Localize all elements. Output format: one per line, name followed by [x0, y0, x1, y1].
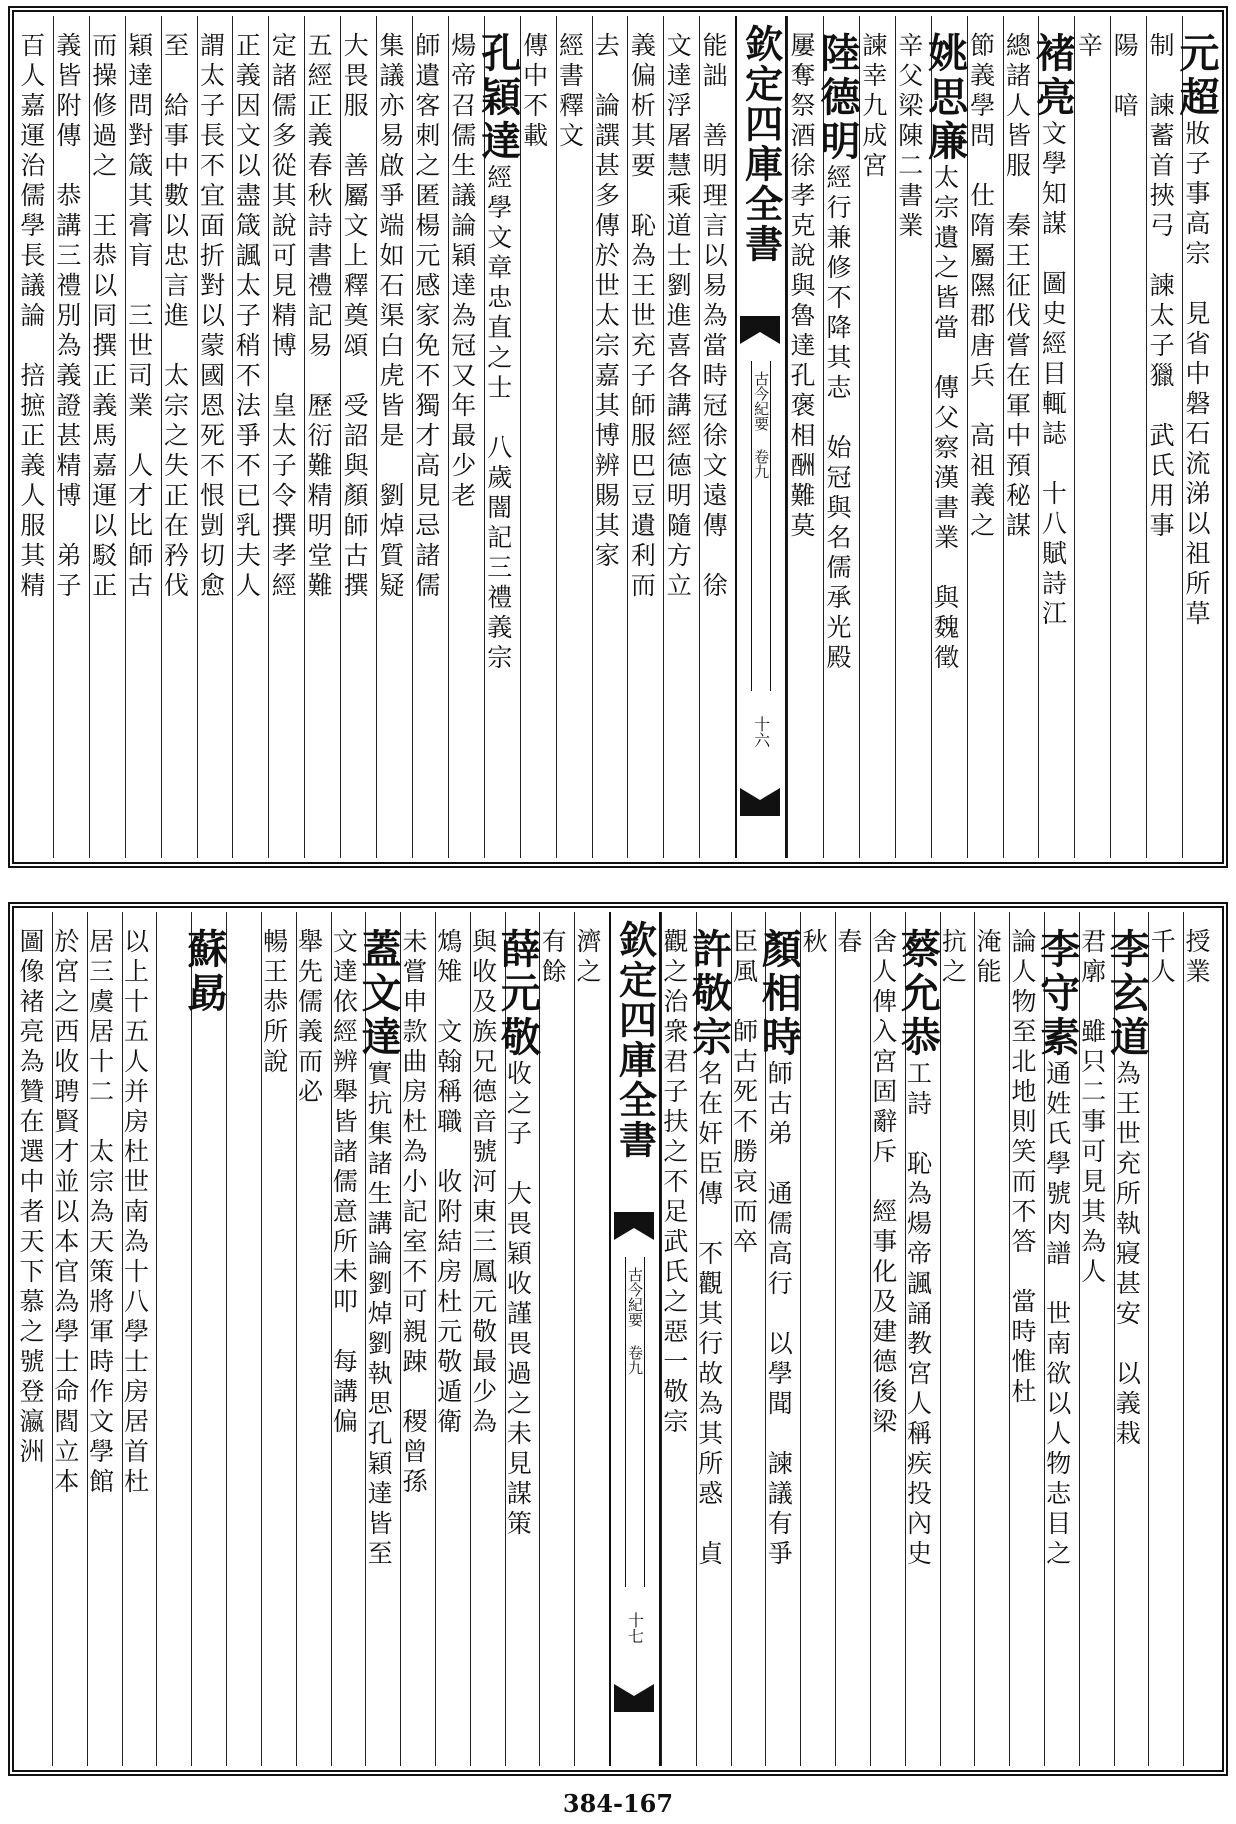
fishtail-mark-icon	[614, 1672, 654, 1712]
column-text	[47, 928, 83, 1758]
column-text	[969, 928, 1005, 1758]
column-text	[1178, 928, 1214, 1758]
column-text	[1142, 32, 1178, 850]
column-body: 論人物至北地則笑而不答 當時惟杜	[1007, 928, 1037, 1408]
column-text	[1103, 928, 1151, 1758]
person-name: 陸德明	[813, 32, 861, 164]
text-column	[122, 912, 157, 1766]
column-text	[300, 32, 336, 850]
text-column	[125, 16, 161, 858]
column-body: 去 論譔甚多傳於世太宗嘉其博辨賜其家	[591, 32, 621, 572]
column-body: 陽 喑	[1110, 32, 1140, 122]
column-body: 通姓氏學號肉譜 世南欲以人物志目之	[1042, 1060, 1072, 1570]
column-body: 集議亦易啟爭端如石渠白虎皆是 劉焯質疑	[375, 32, 405, 602]
column-body: 秋	[799, 928, 829, 958]
text-column	[296, 912, 331, 1766]
column-body: 總諸人皆服 秦王征伐嘗在軍中預秘謀	[1002, 32, 1032, 542]
page-number: 384-167	[562, 1789, 674, 1818]
fold-title: 欽定四庫全書	[612, 920, 658, 1160]
column-text	[12, 928, 48, 1758]
text-column	[53, 16, 89, 858]
text-column	[400, 912, 435, 1766]
column-body: 辛父梁陳二書業	[894, 32, 924, 242]
column-body: 傳中不載	[519, 32, 549, 152]
text-column	[940, 912, 975, 1766]
column-body: 能詘 善明理言以易為當時冠徐文遠傳 徐	[699, 32, 729, 602]
column-body: 舍人俾入宮固辭斥 經事化及建德後梁	[868, 928, 898, 1438]
text-column	[52, 912, 87, 1766]
column-text	[755, 928, 803, 1758]
column-text	[291, 928, 327, 1758]
text-column	[470, 912, 505, 1766]
text-column	[181, 912, 229, 1766]
column-body: 抗之	[938, 928, 968, 988]
column-body: 至 給事中數以忠言進 太宗之失正在矜伐	[160, 32, 190, 602]
fishtail-mark-icon	[740, 776, 780, 816]
text-column	[474, 16, 522, 858]
column-text	[894, 928, 942, 1758]
column-text	[85, 32, 121, 850]
column-body: 文達浮屠慧乘道士劉進喜各講經德明隨方立	[663, 32, 693, 602]
column-text	[256, 928, 292, 1758]
text-column	[592, 16, 628, 858]
column-text	[1173, 32, 1220, 850]
text-column	[197, 16, 233, 858]
fold-page-number: 十六	[751, 716, 771, 748]
column-body: 五經正義春秋詩書禮記易 歷衍難精明堂難	[304, 32, 334, 602]
text-column	[494, 912, 542, 1766]
text-column	[1029, 16, 1077, 858]
text-column	[556, 16, 592, 858]
text-column	[1148, 912, 1183, 1766]
column-text	[474, 32, 522, 850]
text-column	[232, 16, 268, 858]
column-body: 定諸儒多從其說可見精博 皇太子令撰孝經	[268, 32, 298, 602]
column-body: 文達依經辨舉皆諸儒意所未叩 每講偏	[329, 928, 359, 1438]
column-text	[1106, 32, 1142, 850]
column-body: 制 諫蓄首挾弓 諫太子獵 武氏用事	[1146, 32, 1176, 542]
column-body: 千人	[1147, 928, 1177, 988]
person-name: 姚思廉	[921, 32, 969, 164]
text-column	[1146, 16, 1182, 858]
column-text	[157, 32, 193, 850]
text-column	[1079, 912, 1114, 1766]
text-column	[731, 912, 766, 1766]
fold-page-number: 十七	[625, 1612, 645, 1644]
column-text	[865, 928, 901, 1758]
column-body: 經行兼修不降其志 始冠與名儒承光殿	[822, 164, 852, 674]
text-column	[813, 16, 861, 858]
column-body: 諫幸九成宮	[858, 32, 888, 182]
column-body: 百人嘉運治儒學長議論 掊摭正義人服其精	[16, 32, 46, 602]
person-name: 孔穎達	[474, 32, 522, 164]
person-name: 褚亮	[1029, 32, 1077, 120]
column-text	[659, 32, 695, 850]
text-column	[268, 16, 304, 858]
column-text	[49, 32, 85, 850]
column-text	[891, 32, 927, 850]
column-text	[494, 928, 542, 1758]
text-column	[261, 912, 296, 1766]
column-body: 實抗集諸生講論劉焯劉執思孔穎達皆至	[364, 1060, 394, 1570]
column-body: 名在奸臣傳 不觀其行故為其所惑 貞	[694, 1060, 724, 1570]
column-text	[181, 928, 229, 1758]
text-column	[156, 912, 191, 1766]
column-text	[998, 32, 1034, 850]
column-body: 而操修過之 王恭以同撰正義馬嘉運以駁正	[88, 32, 118, 602]
column-body: 妝子事高宗 見省中磐石流涕以祖所草	[1182, 120, 1211, 630]
text-column	[895, 16, 931, 858]
person-name: 蔡允恭	[894, 928, 942, 1060]
column-body: 有餘	[538, 928, 568, 988]
text-column	[661, 912, 696, 1766]
column-body: 臣風 師古死不勝哀而卒	[729, 928, 759, 1258]
column-body: 師古弟 通儒高行 以學聞 諫議有爭	[764, 1060, 794, 1570]
column-body: 義皆附傳 恭講三禮別為義證甚精博 弟子	[52, 32, 82, 602]
text-column	[340, 16, 376, 858]
text-column	[1033, 912, 1081, 1766]
column-body: 節義學問 仕隋屬隰郡唐兵 高祖義之	[966, 32, 996, 542]
text-column	[663, 16, 699, 858]
column-text	[228, 32, 264, 850]
text-column	[520, 16, 556, 858]
text-column	[1009, 912, 1044, 1766]
fold-subtitle: 古今紀要 卷九	[752, 371, 771, 479]
column-body: 以上十五人并房杜世南為十八學士房居首杜	[120, 928, 150, 1498]
column-body: 師遺客刺之匿楊元感家免不獨才高見忌諸儒	[411, 32, 441, 602]
column-body: 春	[833, 928, 863, 958]
column-body: 謂太子長不宜面折對以蒙國恩死不恨剴切愈	[196, 32, 226, 602]
column-text	[587, 32, 623, 850]
column-body: 觀之治衆君子扶之不足武氏之惡一敬宗	[659, 928, 689, 1438]
column-body: 穎達問對箴其膏肓 三世司業 人才比師古	[124, 32, 154, 602]
person-name: 蘇勗	[181, 928, 229, 1016]
column-text	[813, 32, 861, 850]
column-text	[1029, 32, 1077, 850]
person-name: 李玄道	[1103, 928, 1151, 1060]
column-text	[408, 32, 444, 850]
column-body: 正義因文以盡箴諷太子稍不法爭不已乳夫人	[232, 32, 262, 602]
column-body: 經學文章忠直之士 八歲闇記三禮義宗	[483, 164, 513, 674]
column-body: 暢王恭所說	[259, 928, 289, 1078]
lower-page-columns	[18, 912, 1218, 1766]
column-body: 舉先儒義而必	[294, 928, 324, 1108]
column-text	[121, 32, 157, 850]
text-column	[539, 912, 574, 1766]
text-column	[412, 16, 448, 858]
fold-rule	[770, 361, 771, 691]
fishtail-mark-icon	[614, 1212, 654, 1252]
text-column	[448, 16, 484, 858]
text-column	[921, 16, 969, 858]
text-column	[331, 912, 366, 1766]
text-column	[355, 912, 403, 1766]
text-column	[161, 16, 197, 858]
column-text	[325, 928, 361, 1758]
column-body: 鴆雉 文翰稱職 收附結房杜元敬遁衛	[433, 928, 463, 1438]
center-fold	[609, 912, 661, 1766]
column-text	[336, 32, 372, 850]
column-text	[82, 928, 118, 1758]
column-body: 為王世充所執寢甚安 以義栽	[1112, 1060, 1142, 1450]
column-body: 授業	[1182, 928, 1211, 988]
text-column	[89, 16, 125, 858]
column-text	[830, 928, 866, 1758]
column-text	[1070, 32, 1106, 850]
column-body: 淹能	[973, 928, 1003, 988]
column-body: 大畏服 善屬文上釋奠頌 受詔與顏師古撰	[340, 32, 370, 602]
text-column	[800, 912, 835, 1766]
text-column	[18, 912, 52, 1766]
column-body: 工詩 恥為煬帝諷誦教宮人稱疾投內史	[903, 1060, 933, 1570]
person-name: 李守素	[1033, 928, 1081, 1060]
text-column	[859, 16, 895, 858]
column-text	[623, 32, 659, 850]
column-text	[430, 928, 466, 1758]
text-column	[1183, 912, 1218, 1766]
text-column	[699, 16, 735, 858]
text-column	[435, 912, 470, 1766]
person-name: 薛元敬	[494, 928, 542, 1060]
column-text	[685, 928, 733, 1758]
text-column	[1173, 16, 1220, 858]
column-text	[264, 32, 300, 850]
fold-subtitle: 古今紀要 卷九	[626, 1267, 644, 1375]
text-column	[574, 912, 609, 1766]
column-text	[569, 928, 605, 1758]
person-name: 元超	[1173, 32, 1220, 120]
text-column	[1074, 16, 1110, 858]
column-text	[13, 32, 49, 850]
column-body: 屢奪祭酒徐孝克說與魯達孔褒相酬難莫	[787, 32, 817, 542]
column-body: 居三虞居十二 太宗為天策將軍時作文學館	[85, 928, 115, 1498]
person-name: 顏相時	[755, 928, 803, 1060]
column-body: 君廓 雖只二事可見其為人	[1077, 928, 1107, 1288]
column-text	[552, 32, 588, 850]
text-column	[755, 912, 803, 1766]
column-text	[1004, 928, 1040, 1758]
column-body: 文學知謀 圖史經目輒誌 十八賦詩江	[1038, 120, 1068, 630]
column-body: 義偏析其要 恥為王世充子師服巴豆遺利而	[627, 32, 657, 602]
column-text	[444, 32, 480, 850]
text-column	[376, 16, 412, 858]
text-column	[835, 912, 870, 1766]
column-text	[465, 928, 501, 1758]
center-fold	[735, 16, 787, 858]
column-body: 圖像褚亮為贊在選中者天下慕之號登瀛洲	[16, 928, 45, 1468]
text-column	[1103, 912, 1151, 1766]
fishtail-mark-icon	[740, 316, 780, 356]
column-body: 收之子 大畏穎收謹畏過之未見謀策	[503, 1060, 533, 1540]
upper-page-panel	[8, 6, 1228, 868]
lower-page-panel	[8, 902, 1228, 1776]
text-column	[967, 16, 1003, 858]
column-text	[192, 32, 228, 850]
text-column	[1110, 16, 1146, 858]
text-column	[894, 912, 942, 1766]
column-body: 未嘗申款曲房杜為小記室不可親踈 稷曾孫	[398, 928, 428, 1498]
text-column	[226, 912, 261, 1766]
column-text	[355, 928, 403, 1758]
column-body: 與收及族兄德音號河東三鳳元敬最少為	[468, 928, 498, 1438]
person-name: 蓋文達	[355, 928, 403, 1060]
column-text	[1033, 928, 1081, 1758]
text-column	[304, 16, 340, 858]
person-name: 許敬宗	[685, 928, 733, 1060]
text-column	[787, 16, 823, 858]
column-body: 於宮之西收聘賢才並以本官為學士命閻立本	[50, 928, 80, 1498]
column-body: 經書釋文	[555, 32, 585, 152]
column-text	[921, 32, 969, 850]
text-column	[18, 16, 53, 858]
text-column	[87, 912, 122, 1766]
fold-rule	[644, 1257, 645, 1587]
column-text	[695, 32, 731, 850]
column-text	[116, 928, 152, 1758]
fold-title: 欽定四庫全書	[738, 24, 784, 264]
text-column	[627, 16, 663, 858]
text-column	[974, 912, 1009, 1766]
text-column	[1003, 16, 1039, 858]
text-column	[685, 912, 733, 1766]
column-text	[372, 32, 408, 850]
column-body: 太宗遺之皆當 傳父察漢書業 與魏徵	[930, 164, 960, 674]
text-column	[870, 912, 905, 1766]
column-body: 煬帝召儒生議論穎達為冠又年最少老	[447, 32, 477, 512]
upper-page-columns	[18, 16, 1218, 858]
column-body: 濟之	[573, 928, 602, 988]
column-body: 辛	[1074, 32, 1104, 62]
